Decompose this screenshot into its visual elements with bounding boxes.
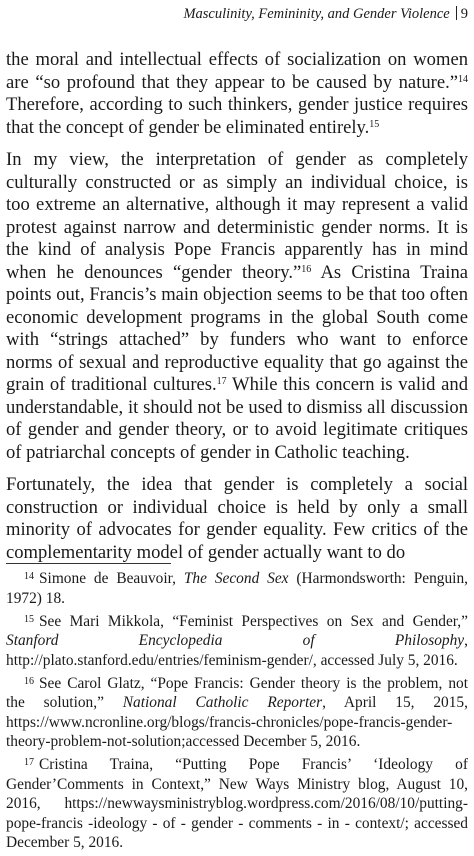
footnote-text: See Mari Mikkola, “Feminist Perspectives on Sex and Gender,” <box>39 612 468 630</box>
footnote-number: 16 <box>24 675 34 687</box>
footnote-text: Simone de Beauvoir, <box>39 570 184 587</box>
paragraph <box>6 49 468 139</box>
footnote-text: , April 15, 2015, https://www.ncronline.org/blogs/francis-chronicles/pope-francis-gender-theory-problem-not-solution;accessed December 5, 2016. <box>6 694 468 750</box>
body-text <box>6 49 468 574</box>
footnote-title: National Catholic Reporter <box>122 694 323 711</box>
running-head-title: Masculinity, Femininity, and Gender Violence <box>183 6 450 22</box>
footnote <box>6 755 468 853</box>
running-head <box>183 5 468 23</box>
footnote-text: , http://plato.stanford.edu/entries/feminism-gender/, accessed July 5, 2016. <box>6 632 468 669</box>
footnote-text: (Harmondsworth: Penguin, 1972) 18. <box>6 570 468 607</box>
footnote <box>6 569 468 608</box>
paragraph-text: In my view, the interpretation of gender as completely culturally constructed or as simply an individual choice, is too extreme an alternative, although it may represent a valid protest against narrow and deterministic gender norms. It is the kind of analysis Pope Francis apparently has in mind when he denounces “gender theory.” <box>6 149 468 283</box>
footnote-ref: 17 <box>216 376 227 387</box>
page-number: 9 <box>460 6 468 22</box>
footnote-ref: 15 <box>369 118 380 130</box>
paragraph-text: Fortunately, the idea that gender is completely a social construction or individual choice is held by only a small minority of advocates for gender equality. Few critics of the complementarity model of gender actually want to do <box>6 474 468 563</box>
paragraph-text: the moral and intellectual effects of socialization on women are “so profound that they appear to be caused by nature.” <box>6 49 468 93</box>
footnote-rule <box>6 563 171 564</box>
footnote-ref: 14 <box>458 73 468 85</box>
footnote-ref: 16 <box>301 263 312 275</box>
paragraph-text: As Cristina Traina points out, Francis’s main objection seems to be that too often economic development programs in the global South come with “strings attached” by funders who want to enforce norms of sexual and reproductive equality that go against the grain of traditional cultures. <box>6 261 468 395</box>
footnote-text: See Carol Glatz, “Pope Francis: Gender theory is the problem, not the solution,” <box>6 674 468 711</box>
footnote-number: 17 <box>24 757 34 768</box>
footnotes <box>6 569 468 856</box>
footnote-number: 15 <box>24 613 34 625</box>
paragraph <box>6 474 468 564</box>
paragraph-text: While this concern is valid and understandable, it should not be used to dismiss all discussion of gender and gender theory, or to avoid legitimate critiques of patriarchal concepts of gender in Catholic teaching. <box>6 374 468 463</box>
book-page <box>6 0 468 851</box>
footnote-title: The Second Sex <box>183 570 289 587</box>
footnote-title: Stanford Encyclopedia of Philosophy <box>6 632 465 649</box>
running-head-divider <box>456 6 457 20</box>
paragraph <box>6 149 468 464</box>
footnote-text: Cristina Traina, “Putting Pope Francis’ ‘Ideology of Gender’Comments in Context,” New Ways Ministry blog, August 10, 2016, https://newwaysministryblog.wordpress.com/2016/08/10/putting-pope-francis -ideology - of - gender - comments - in - context/; accessed December 5, 2016. <box>6 756 468 851</box>
footnote-number: 14 <box>24 571 34 582</box>
footnote <box>6 674 468 752</box>
paragraph-text: Therefore, according to such thinkers, gender justice requires that the concept of gender be eliminated entirely. <box>6 94 468 138</box>
footnote <box>6 612 468 671</box>
